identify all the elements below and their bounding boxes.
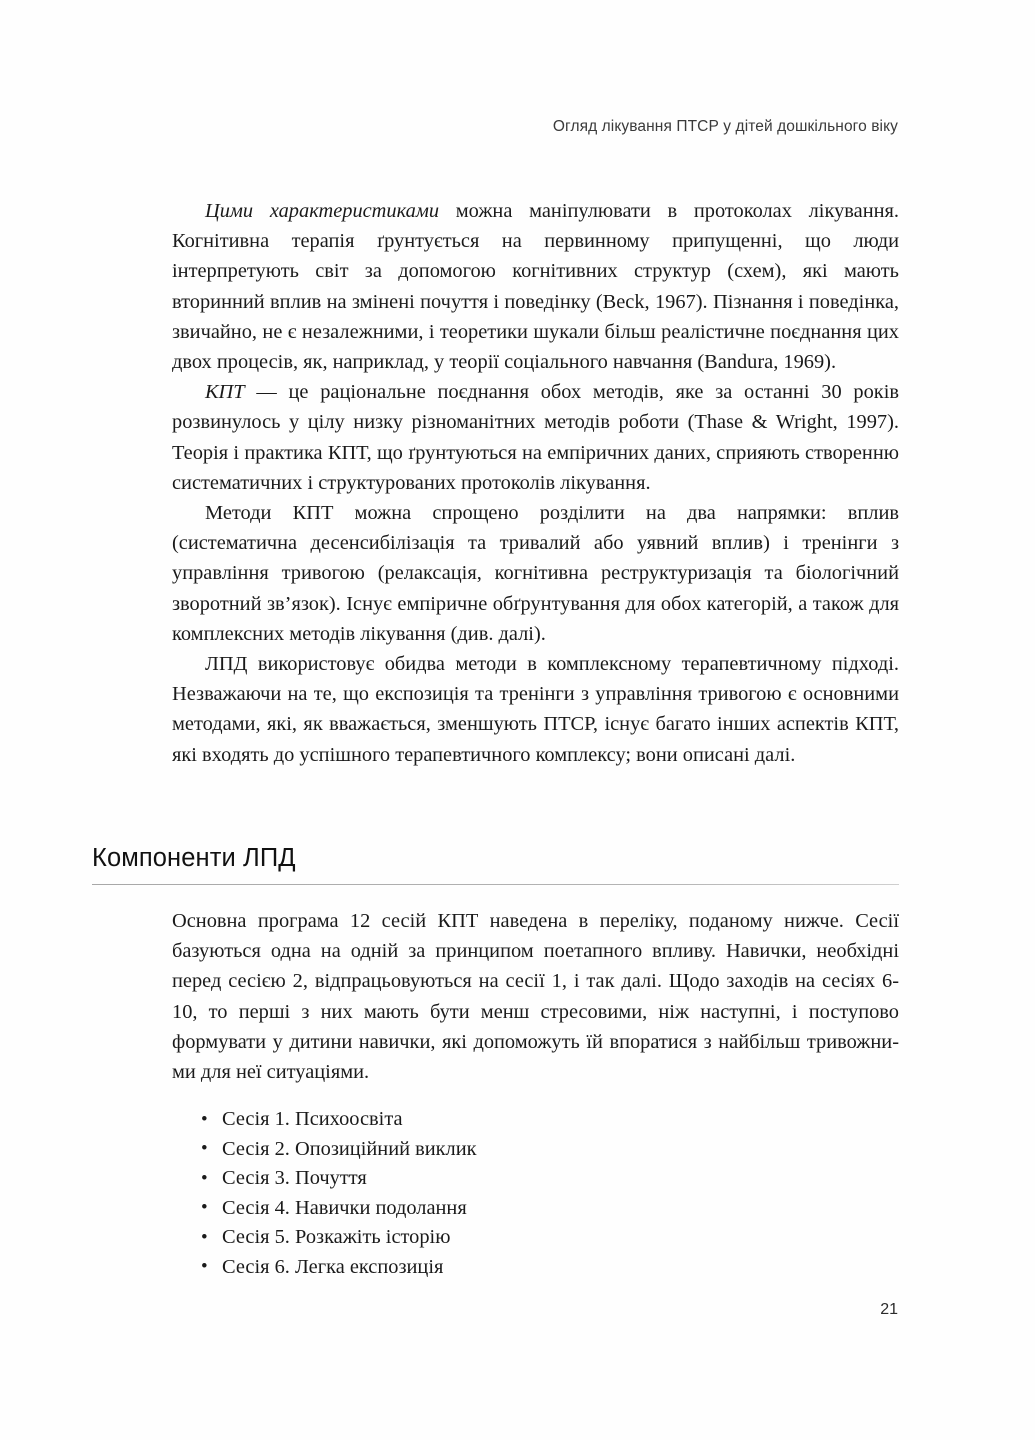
body-text-block-upper bbox=[172, 196, 899, 770]
page-number: 21 bbox=[880, 1301, 898, 1318]
section-heading: Компоненти ЛПД bbox=[92, 844, 296, 872]
paragraph-4 bbox=[172, 649, 899, 770]
running-head: Огляд лікування ПТСР у дітей дошкільного віку bbox=[552, 118, 898, 135]
paragraph-1-text: можна маніпулювати в протоколах лікування. Когнітивна терапія ґрунтується на первинному припущенні, що люди інтерпретують світ за допомогою когнітивних структур (схем), які мають вторинний вплив на змінені почуття і поведінку (Beck, 1967). Пізнання і поведінка, звичайно, не є незалежними, і теоретики шукали більш реалістичне поєднання цих двох процесів, як, наприклад, у теорії соціального навчання (Bandura, 1969). bbox=[172, 200, 899, 374]
section-heading-group bbox=[92, 843, 899, 885]
list-item: • Сесія 6. Легка експозиція bbox=[172, 1253, 899, 1283]
paragraph-3-text: Методи КПТ можна спрощено розділити на два напрямки: вплив (систематична десенсибілізація та тривалий або уявний вплив) і тренінги з управління тривогою (релаксація, когнітивна реструктуризація та біологічний зворотний зв’язок). Існує емпіричне обґрунтування для обох категорій, а також для комплексних методів лікування (див. далі). bbox=[172, 502, 899, 645]
paragraph-1 bbox=[172, 196, 899, 377]
paragraph-2-text: — це раціональне поєднання обох методів, яке за останні 30 років розвинулось у цілу низку різноманітних методів роботи (Thase & Wright, 1997). Теорія і практика КПТ, що ґрунтуються на емпіричних даних, сприяють створенню систематичних і структурованих протоколів лікування. bbox=[172, 381, 899, 494]
list-item: • Сесія 2. Опозиційний виклик bbox=[172, 1135, 899, 1165]
paragraph-4-text: ЛПД використовує обидва методи в комплексному терапевтичному підході. Незважаючи на те, що експозиція та тренінги з управління тривогою є основними методами, які, як вважається, зменшують ПТСР, існує багато інших аспектів КПТ, які входять до успішного терапевтичного комплексу; вони описані далі. bbox=[172, 653, 899, 766]
body-text-block-lower bbox=[172, 906, 899, 1282]
paragraph-2-italic-lead: КПТ bbox=[205, 381, 245, 404]
section-intro-paragraph: Основна програма 12 сесій КПТ наведена в переліку, поданому нижче. Сесії базуються одна на одній за принципом поетапного впливу. Навички, необхідні перед сесією 2, відпрацьовуються на сесії 1, і так далі. Щодо заходів на сесіях 6-10, то перші з них мають бути менш стресовими, ніж наступні, і поступово формувати у дитини навички, які допоможуть їй впоратися з найбільш тривожними для неї ситуаціями. bbox=[172, 910, 899, 1084]
list-item: • Сесія 4. Навички подолання bbox=[172, 1194, 899, 1224]
list-item: • Сесія 1. Психоосвіта bbox=[172, 1105, 899, 1135]
paragraph-2 bbox=[172, 377, 899, 498]
list-item: • Сесія 3. Почуття bbox=[172, 1164, 899, 1194]
paragraph-3 bbox=[172, 498, 899, 649]
paragraph-1-italic-lead: Цими характеристиками bbox=[205, 200, 440, 222]
list-item: • Сесія 5. Розкажіть історію bbox=[172, 1223, 899, 1253]
section-divider bbox=[92, 884, 899, 885]
session-list bbox=[172, 1105, 899, 1282]
